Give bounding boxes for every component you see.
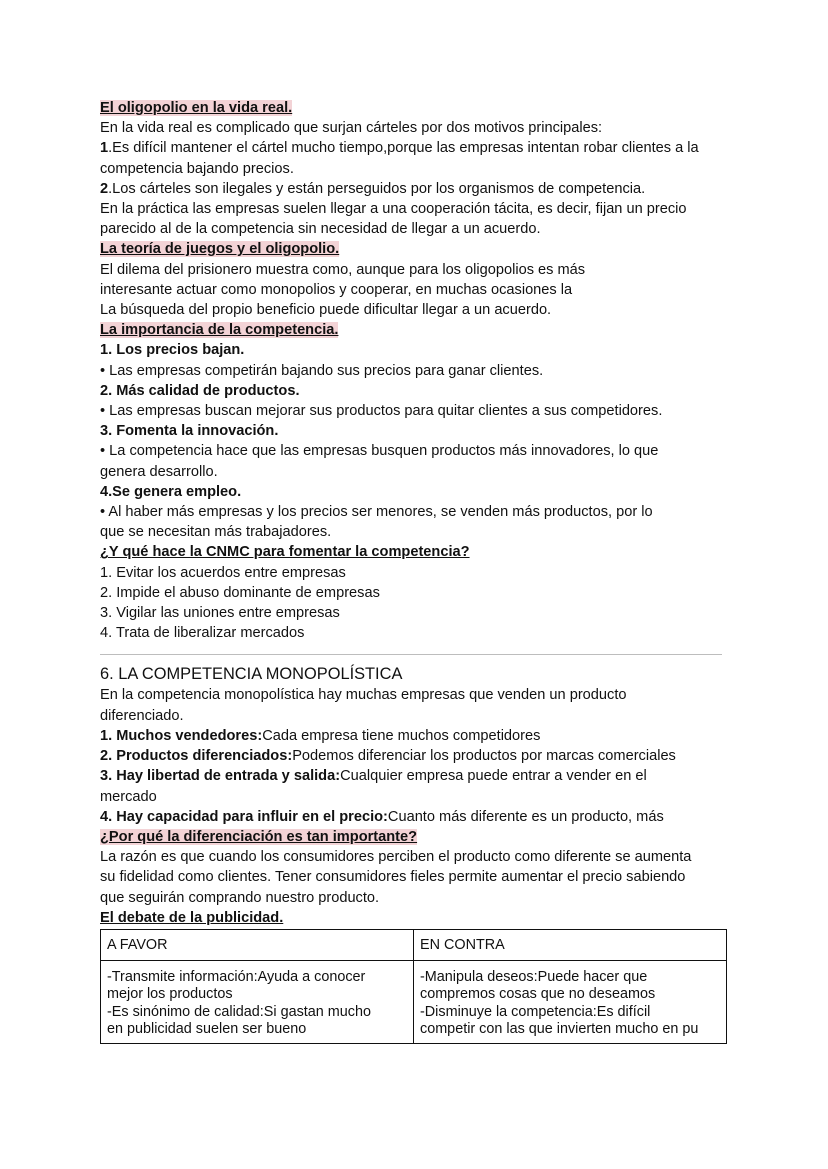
paragraph-line: 2.Los cárteles son ilegales y están perseguidos por los organismos de competencia. [100,180,646,197]
paragraph-line: su fidelidad como clientes. Tener consumidores fieles permite aumentar el precio sabiendo [100,869,686,886]
list-item: • Las empresas buscan mejorar sus productos para quitar clientes a sus competidores. [100,403,663,420]
list-heading: 2. Más calidad de productos. [100,382,300,399]
list-item: • Las empresas competirán bajando sus precios para ganar clientes. [100,362,544,379]
paragraph-line: En la competencia monopolística hay muchas empresas que venden un producto [100,687,627,704]
section-heading: La importancia de la competencia. [100,322,339,339]
paragraph-line: competencia bajando precios. [100,160,294,177]
paragraph-line: En la vida real es complicado que surjan cárteles por dos motivos principales: [100,120,603,137]
paragraph-line: En la práctica las empresas suelen llegar a una cooperación tácita, es decir, fijan un precio [100,201,687,218]
chapter-title: 6. LA COMPETENCIA MONOPOLÍSTICA [100,665,403,684]
list-item: que se necesitan más trabajadores. [100,524,332,541]
cell-line: -Manipula deseos:Puede hacer que [420,968,648,985]
horizontal-divider [100,654,722,655]
advertising-debate-table [100,929,727,1044]
section-heading: ¿Por qué la diferenciación es tan importante? [100,828,418,845]
paragraph-line: parecido al de la competencia sin necesidad de llegar a un acuerdo. [100,221,541,238]
list-item: 3. Vigilar las uniones entre empresas [100,605,340,622]
paragraph-line: diferenciado. [100,707,184,724]
cell-line: -Disminuye la competencia:Es difícil [420,1003,651,1020]
section-heading: El debate de la publicidad. [100,909,284,926]
cell-line: mejor los productos [107,986,233,1003]
list-item: genera desarrollo. [100,463,218,480]
cell-contra [414,960,727,1043]
header-cell-contra: EN CONTRA [414,929,727,960]
feature-item: 2. Productos diferenciados:Podemos diferenciar los productos por marcas comerciales [100,748,676,765]
feature-item: 1. Muchos vendedores:Cada empresa tiene muchos competidores [100,727,541,744]
list-heading: 1. Los precios bajan. [100,342,245,359]
cell-favor [101,960,414,1043]
list-item: 4. Trata de liberalizar mercados [100,625,305,642]
list-item: • Al haber más empresas y los precios ser menores, se venden más productos, por lo [100,504,653,521]
cell-line: -Transmite información:Ayuda a conocer [107,968,366,985]
header-cell-favor: A FAVOR [101,929,414,960]
cell-line: competir con las que invierten mucho en pu [420,1021,699,1038]
cell-line: compremos cosas que no deseamos [420,986,656,1003]
list-item: 1. Evitar los acuerdos entre empresas [100,564,346,581]
cell-line: en publicidad suelen ser bueno [107,1021,307,1038]
table-row [101,960,727,1043]
paragraph-line: interesante actuar como monopolios y cooperar, en muchas ocasiones la [100,281,573,298]
paragraph-line: La razón es que cuando los consumidores perciben el producto como diferente se aumenta [100,849,692,866]
feature-item: 4. Hay capacidad para influir en el precio:Cuanto más diferente es un producto, más [100,808,664,825]
cell-line: -Es sinónimo de calidad:Si gastan mucho [107,1003,371,1020]
section-heading: La teoría de juegos y el oligopolio. [100,241,340,258]
document-page [100,98,728,1044]
paragraph-line: La búsqueda del propio beneficio puede dificultar llegar a un acuerdo. [100,302,552,319]
list-item: • La competencia hace que las empresas busquen productos más innovadores, lo que [100,443,659,460]
section-heading: ¿Y qué hace la CNMC para fomentar la competencia? [100,544,470,561]
list-item: 2. Impide el abuso dominante de empresas [100,584,380,601]
paragraph-line: El dilema del prisionero muestra como, aunque para los oligopolios es más [100,261,586,278]
feature-item: mercado [100,788,157,805]
section-heading: El oligopolio en la vida real. [100,100,293,116]
list-heading: 4.Se genera empleo. [100,483,242,500]
table-header-row [101,929,727,960]
paragraph-line: que seguirán comprando nuestro producto. [100,889,380,906]
paragraph-line: 1.Es difícil mantener el cártel mucho tiempo,porque las empresas intentan robar clientes a la [100,140,699,157]
list-heading: 3. Fomenta la innovación. [100,423,279,440]
feature-item: 3. Hay libertad de entrada y salida:Cualquier empresa puede entrar a vender en el [100,768,647,785]
